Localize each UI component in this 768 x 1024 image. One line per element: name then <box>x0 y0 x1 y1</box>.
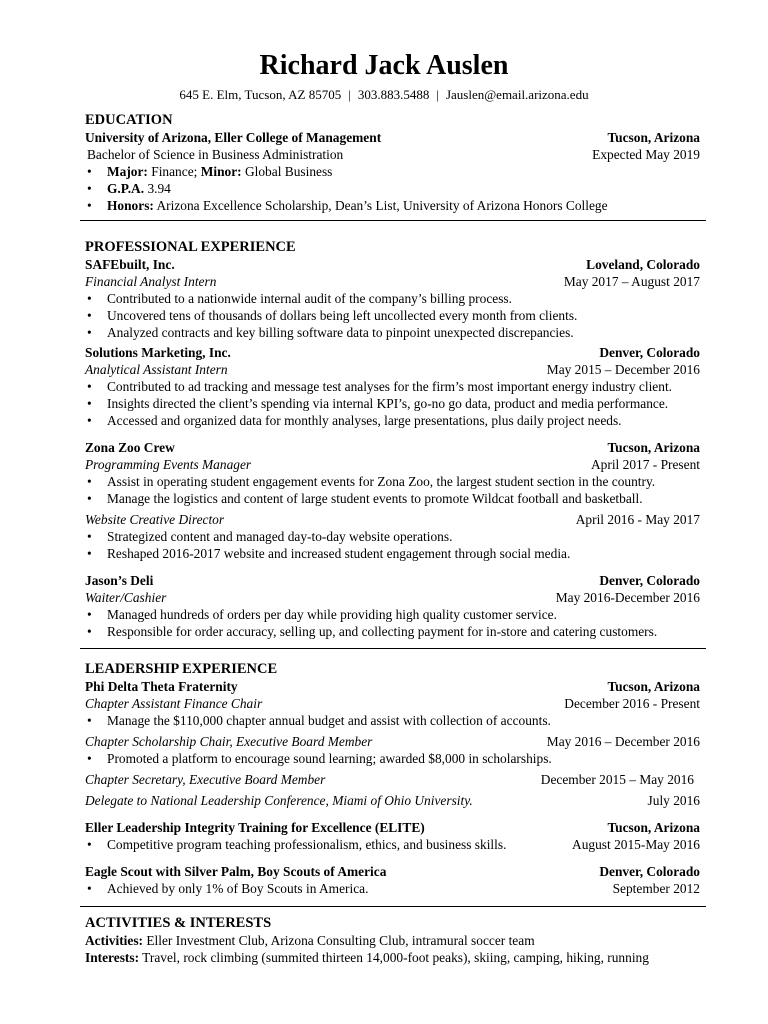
leadership-location: Denver, Colorado <box>599 864 700 879</box>
job-location: Loveland, Colorado <box>586 257 700 272</box>
job-dates: May 2015 – December 2016 <box>546 362 700 377</box>
interests-value: Travel, rock climbing (summited thirteen 14,000-foot peaks), skiing, camping, hiking, running <box>139 950 649 965</box>
job-org: Solutions Marketing, Inc. <box>85 345 231 360</box>
job-role: Financial Analyst Intern <box>85 274 217 289</box>
leadership-location: Tucson, Arizona <box>607 679 700 694</box>
leadership-org: Eller Leadership Integrity Training for Excellence (ELITE) <box>85 820 425 835</box>
list-item: • Uncovered tens of thousands of dollars being left uncollected every month from clients. <box>85 307 700 324</box>
job-role: Website Creative Director <box>85 512 225 527</box>
list-item: • Achieved by only 1% of Boy Scouts in America. <box>85 880 368 897</box>
job-role: Analytical Assistant Intern <box>85 362 228 377</box>
leadership-bullet-row <box>85 836 700 853</box>
contact-separator: | <box>436 87 439 102</box>
education-list <box>85 163 700 214</box>
leadership-bullets <box>85 750 700 767</box>
contact-email[interactable]: Jauslen@email.arizona.edu <box>445 87 589 102</box>
leadership-dates: May 2016 – December 2016 <box>546 734 700 749</box>
honors-value: Arizona Excellence Scholarship, Dean’s List, University of Arizona Honors College <box>153 198 608 213</box>
list-item <box>85 180 700 197</box>
graduation-date: Expected May 2019 <box>592 147 700 162</box>
list-item: • Analyzed contracts and key billing software data to pinpoint unexpected discrepancies. <box>85 324 700 341</box>
leadership-header-row <box>85 819 700 836</box>
list-item: • Competitive program teaching professionalism, ethics, and business skills. <box>85 836 506 853</box>
school-location: Tucson, Arizona <box>607 130 700 145</box>
leadership-bullets <box>85 836 506 853</box>
job-bullets <box>85 290 700 341</box>
leadership-dates: December 2016 - Present <box>564 696 700 711</box>
leadership-bullets <box>85 712 700 729</box>
list-item: • Responsible for order accuracy, selling up, and collecting payment for in-store and catering customers. <box>85 623 700 640</box>
job-location: Tucson, Arizona <box>607 440 700 455</box>
leadership-dates: July 2016 <box>647 793 700 808</box>
job-dates: May 2016-December 2016 <box>555 590 700 605</box>
minor-value: Global Business <box>241 164 333 179</box>
job-role-row <box>85 589 700 606</box>
job-bullets <box>85 528 700 562</box>
leadership-role-row <box>85 771 700 788</box>
leadership-role: Delegate to National Leadership Conference, Miami of Ohio University. <box>85 793 473 808</box>
list-item <box>85 197 700 214</box>
job-org: Zona Zoo Crew <box>85 440 175 455</box>
job-dates: May 2017 – August 2017 <box>563 274 700 289</box>
professional-heading: PROFESSIONAL EXPERIENCE <box>85 239 296 255</box>
job-org: Jason’s Deli <box>85 573 154 588</box>
list-item: • Promoted a platform to encourage sound learning; awarded $8,000 in scholarships. <box>85 750 700 767</box>
major-value: Finance; <box>147 164 201 179</box>
interests-line <box>85 949 700 966</box>
leadership-role-row <box>85 792 700 809</box>
leadership-role-row <box>85 695 700 712</box>
job-role-row <box>85 511 700 528</box>
job-location: Denver, Colorado <box>599 573 700 588</box>
list-item: • Insights directed the client’s spending via internal KPI’s, go-no go data, product and media performance. <box>85 395 700 412</box>
contact-phone: 303.883.5488 <box>357 87 430 102</box>
leadership-bullet-row <box>85 880 700 897</box>
list-item: • Reshaped 2016-2017 website and increased student engagement through social media. <box>85 545 700 562</box>
activities-label: Activities: <box>85 933 144 948</box>
list-item: • Contributed to a nationwide internal audit of the company’s billing process. <box>85 290 700 307</box>
job-dates: April 2016 - May 2017 <box>575 512 700 527</box>
leadership-role: Chapter Assistant Finance Chair <box>85 696 263 711</box>
list-item: • Assist in operating student engagement events for Zona Zoo, the largest student section in the country. <box>85 473 700 490</box>
leadership-dates: August 2015-May 2016 <box>572 837 700 852</box>
job-header-row <box>85 344 700 361</box>
major-label: Major: <box>107 164 148 179</box>
job-org: SAFEbuilt, Inc. <box>85 257 175 272</box>
leadership-dates: December 2015 – May 2016 <box>540 772 694 787</box>
job-role-row <box>85 273 700 290</box>
job-bullets <box>85 473 700 507</box>
job-role: Programming Events Manager <box>85 457 252 472</box>
leadership-role: Chapter Scholarship Chair, Executive Board Member <box>85 734 373 749</box>
education-heading: EDUCATION <box>85 112 173 128</box>
education-school-row <box>85 129 700 146</box>
leadership-heading: LEADERSHIP EXPERIENCE <box>85 661 278 677</box>
job-header-row <box>85 256 700 273</box>
job-bullets <box>85 606 700 640</box>
school-name: University of Arizona, Eller College of Management <box>85 130 382 145</box>
job-dates: April 2017 - Present <box>591 457 700 472</box>
list-item: • Managed hundreds of orders per day while providing high quality customer service. <box>85 606 700 623</box>
activities-heading: ACTIVITIES & INTERESTS <box>85 915 272 931</box>
leadership-header-row <box>85 863 700 880</box>
list-item <box>85 163 700 180</box>
leadership-header-row <box>85 678 700 695</box>
minor-label: Minor: <box>200 164 242 179</box>
leadership-org: Phi Delta Theta Fraternity <box>85 679 238 694</box>
job-header-row <box>85 439 700 456</box>
interests-label: Interests: <box>85 950 140 965</box>
leadership-dates: September 2012 <box>612 881 700 896</box>
job-header-row <box>85 572 700 589</box>
activities-line <box>85 932 700 949</box>
leadership-role: Chapter Secretary, Executive Board Member <box>85 772 326 787</box>
contact-line <box>0 86 768 103</box>
gpa-label: G.P.A. <box>107 181 145 196</box>
leadership-org: Eagle Scout with Silver Palm, Boy Scouts of America <box>85 864 387 879</box>
candidate-name: Richard Jack Auslen <box>259 50 509 81</box>
resume-body <box>85 111 700 966</box>
list-item: • Manage the logistics and content of large student events to promote Wildcat football and basketball. <box>85 490 700 507</box>
contact-separator: | <box>348 87 351 102</box>
contact-address: 645 E. Elm, Tucson, AZ 85705 <box>179 87 342 102</box>
job-role-row <box>85 361 700 378</box>
job-role-row <box>85 456 700 473</box>
leadership-role-row <box>85 733 700 750</box>
list-item: • Accessed and organized data for monthly analyses, large presentations, plus daily project needs. <box>85 412 700 429</box>
list-item: • Manage the $110,000 chapter annual budget and assist with collection of accounts. <box>85 712 700 729</box>
education-degree-row <box>85 146 700 163</box>
job-location: Denver, Colorado <box>599 345 700 360</box>
degree: Bachelor of Science in Business Administration <box>87 147 344 162</box>
list-item: • Strategized content and managed day-to-day website operations. <box>85 528 700 545</box>
activities-value: Eller Investment Club, Arizona Consulting Club, intramural soccer team <box>143 933 535 948</box>
list-item: • Contributed to ad tracking and message test analyses for the firm’s most important energy industry client. <box>85 378 700 395</box>
leadership-location: Tucson, Arizona <box>607 820 700 835</box>
leadership-bullets <box>85 880 368 897</box>
job-bullets <box>85 378 700 429</box>
job-role: Waiter/Cashier <box>85 590 167 605</box>
honors-label: Honors: <box>107 198 154 213</box>
gpa-value: 3.94 <box>144 181 171 196</box>
